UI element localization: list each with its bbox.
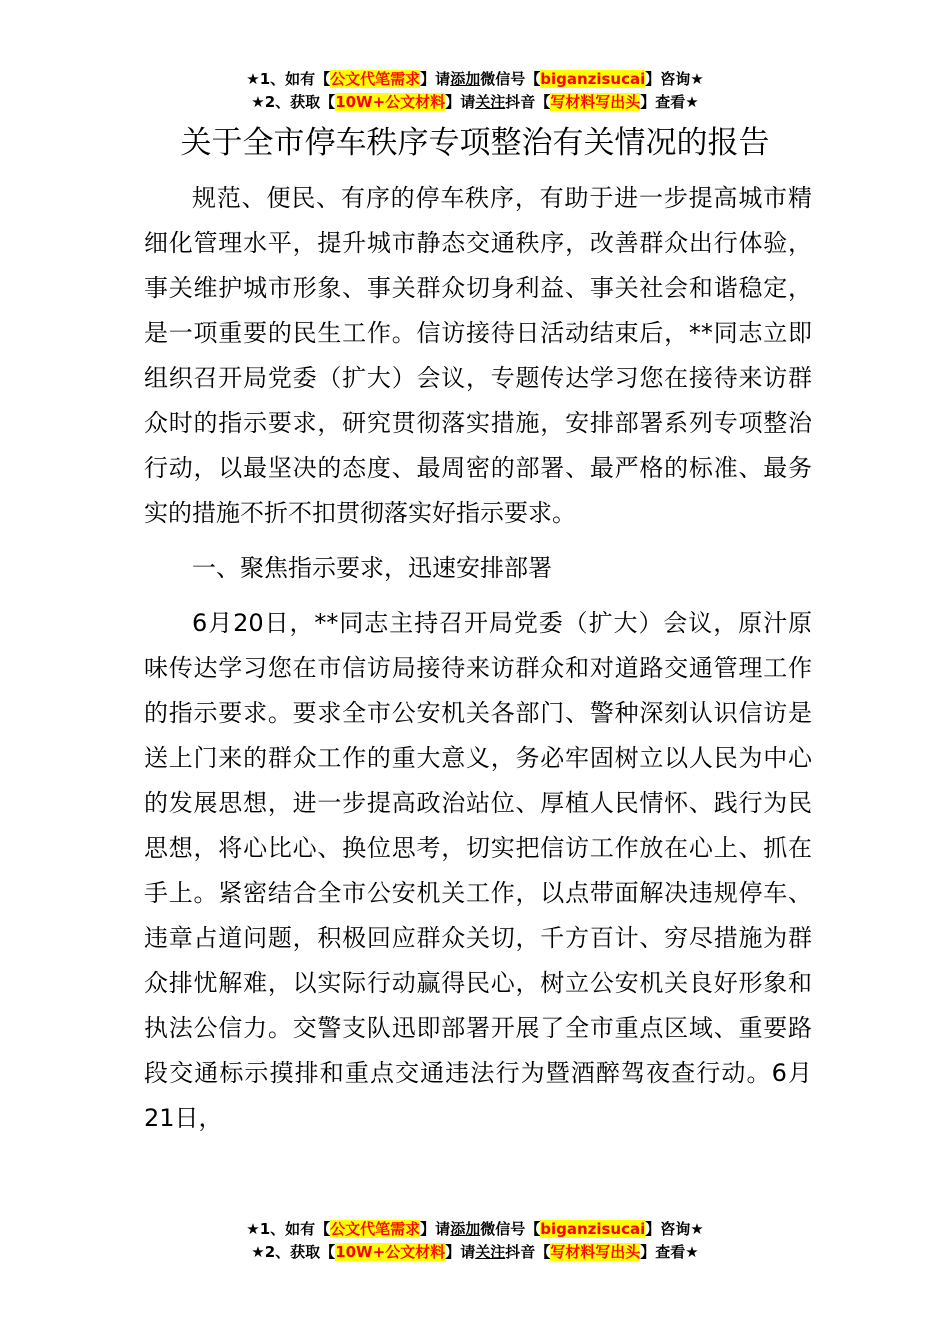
- banner-line-2: ★2、获取【10W+公文材料】请关注抖音【写材料写出头】查看★: [251, 1243, 699, 1261]
- underlined-text: 添加: [450, 1220, 481, 1238]
- paragraph-intro: 规范、便民、有序的停车秩序，有助于进一步提高城市精细化管理水平，提升城市静态交通秩序，改善群众出行体验，事关维护城市形象、事关群众切身利益、事关社会和谐稳定，是一项重要的民生工作。信访接待日活动结束后，**同志立即组织召开局党委（扩大）会议，专题传达学习您在接待来访群众时的指示要求，研究贯彻落实措施，安排部署系列专项整治行动，以最坚决的态度、最周密的部署、最严格的标准、最务实的措施不折不扣贯彻落实好指示要求。: [144, 184, 812, 527]
- underlined-text: 添加: [450, 70, 481, 88]
- wechat-id: biganzisucai: [540, 1220, 646, 1238]
- underlined-text: 关注: [475, 93, 506, 111]
- header-banner: [0, 68, 950, 114]
- banner-line-1: ★1、如有【公文代笔需求】请添加微信号【biganzisucai】咨询★: [246, 70, 704, 88]
- footer-banner: [0, 1218, 950, 1264]
- document-body: [144, 176, 812, 1141]
- highlight-text: 10W+公文材料: [335, 1243, 446, 1261]
- wechat-id: biganzisucai: [540, 70, 646, 88]
- douyin-account: 写材料写出头: [550, 93, 641, 111]
- highlight-text: 公文代笔需求: [330, 1220, 421, 1238]
- paragraph-section-1: 6月20日，**同志主持召开局党委（扩大）会议，原汁原味传达学习您在市信访局接待来访群众和对道路交通管理工作的指示要求。要求全市公安机关各部门、警种深刻认识信访是送上门来的群众工作的重大意义，务必牢固树立以人民为中心的发展思想，进一步提高政治站位、厚植人民情怀、践行为民思想，将心比心、换位思考，切实把信访工作放在心上、抓在手上。紧密结合全市公安机关工作，以点带面解决违规停车、违章占道问题，积极回应群众关切，千方百计、穷尽措施为群众排忧解难，以实际行动赢得民心，树立公安机关良好形象和执法公信力。交警支队迅即部署开展了全市重点区域、重要路段交通标示摸排和重点交通违法行为暨酒醉驾夜查行动。6月21日，: [144, 609, 812, 1132]
- section-heading: 一、聚焦指示要求，迅速安排部署: [192, 554, 552, 582]
- banner-line-2: ★2、获取【10W+公文材料】请关注抖音【写材料写出头】查看★: [251, 93, 699, 111]
- banner-line-1: ★1、如有【公文代笔需求】请添加微信号【biganzisucai】咨询★: [246, 1220, 704, 1238]
- douyin-account: 写材料写出头: [550, 1243, 641, 1261]
- highlight-text: 10W+公文材料: [335, 93, 446, 111]
- underlined-text: 关注: [475, 1243, 506, 1261]
- document-title: 关于全市停车秩序专项整治有关情况的报告: [180, 125, 770, 161]
- highlight-text: 公文代笔需求: [330, 70, 421, 88]
